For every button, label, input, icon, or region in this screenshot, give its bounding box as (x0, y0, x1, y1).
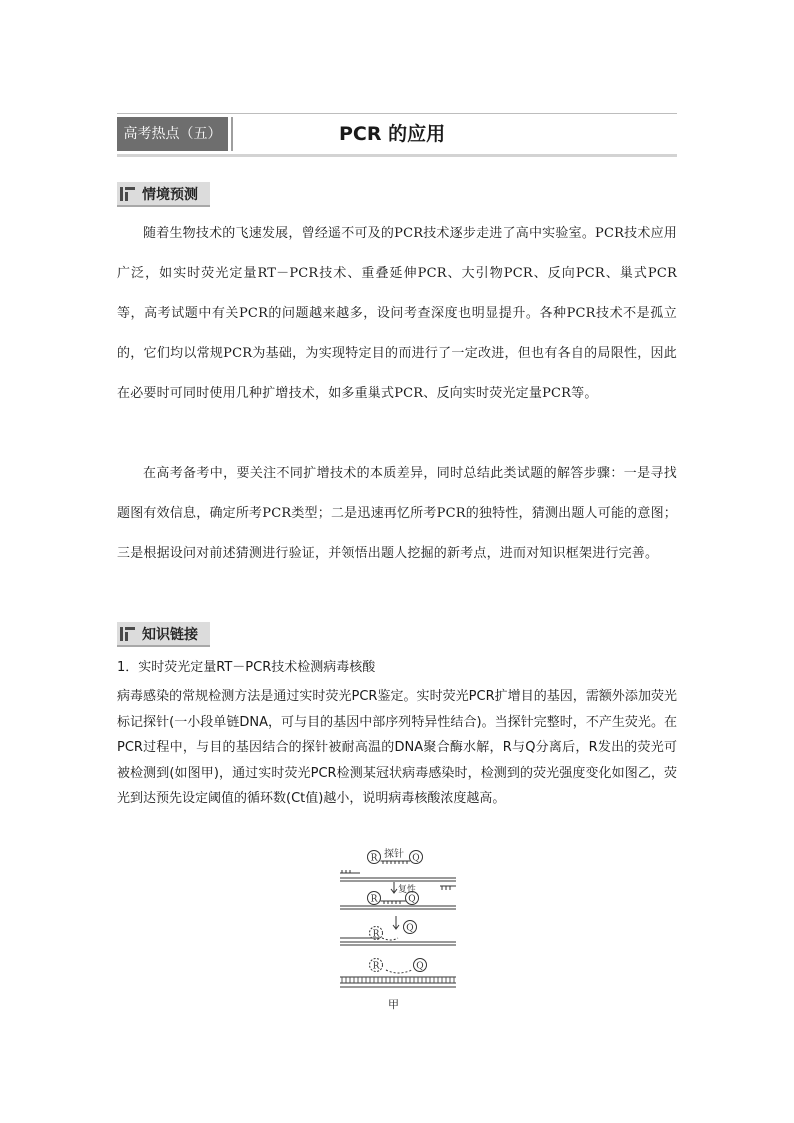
replicate-label: 复性 (398, 885, 417, 895)
q-label: Q (406, 923, 414, 934)
section-label: 情境预测 (142, 186, 198, 203)
exam-advice-paragraph: 在高考备考中，要关注不同扩增技术的本质差异，同时总结此类试题的解答步骤：一是寻找题图有效信息，确定所考PCR类型；二是迅速再忆所考PCR的独特性，猜测出题人可能的意图；三是根据设问对前述猜测进行验证，并领悟出题人挖掘的新考点，进而对知识框架进行完善。 (117, 466, 677, 561)
item-title: 1．实时荧光定量RT－PCR技术检测病毒核酸 (117, 660, 376, 675)
item-body: 病毒感染的常规检测方法是通过实时荧光PCR鉴定。实时荧光PCR扩增目的基因，需额外添加荧光标记探针(一小段单链DNA，可与目的基因中部序列特异性结合)。当探针完整时，不产生荧光。在PCR过程中，与目的基因结合的探针被耐高温的DNA聚合酶水解，R与Q分离后，R发出的荧光可被检测到(如图甲)，通过实时荧光PCR检测某冠状病毒感染时，检测到的荧光强度变化如图乙，荧光到达预先设定阈值的循环数(Ct值)越小，说明病毒核酸浓度越高。 (117, 689, 677, 806)
r-label: R (370, 894, 378, 905)
r-label: R (372, 961, 380, 972)
intro-paragraph: 随着生物技术的飞速发展，曾经遥不可及的PCR技术逐步走进了高中实验室。PCR技术应用广泛，如实时荧光定量RT－PCR技术、重叠延伸PCR、大引物PCR、反向PCR、巢式PCR等，高考试题中有关PCR的问题越来越多，设问考查深度也明显提升。各种PCR技术不是孤立的，它们均以常规PCR为基础，为实现特定目的而进行了一定改进，但也有各自的局限性，因此在必要时可同时使用几种扩增技术，如多重巢式PCR、反向实时荧光定量PCR等。 (117, 226, 677, 401)
hot-topic-tag: 高考热点（五） (117, 117, 228, 151)
q-label: Q (416, 961, 424, 972)
row4 (340, 959, 456, 988)
figure-caption: 甲 (388, 998, 399, 1011)
title-bar (117, 113, 677, 157)
section-header-scenario (117, 182, 210, 207)
title-divider (231, 117, 233, 151)
section-marker-icon (120, 626, 136, 642)
r-label: R (370, 853, 378, 864)
r-label: R (372, 929, 380, 940)
section-label: 知识链接 (142, 626, 198, 643)
figure-probe-diagram (336, 846, 460, 1016)
section-marker-icon (120, 186, 136, 202)
page-title: PCR 的应用 (339, 123, 446, 145)
section-header-knowledge (117, 622, 210, 647)
q-label: Q (412, 853, 420, 864)
probe-label: 探针 (384, 849, 404, 860)
row3 (340, 916, 456, 945)
q-label: Q (408, 894, 416, 905)
